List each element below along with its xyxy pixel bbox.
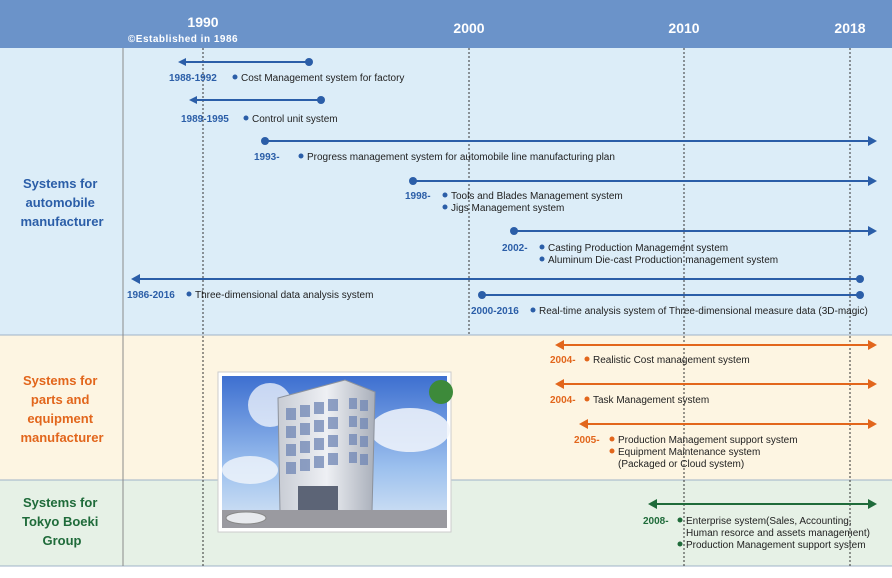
category-line: Tokyo Boeki (22, 514, 99, 529)
period-label: 1989-1995 (181, 114, 229, 125)
item-description: Task Management system (593, 395, 710, 406)
period-label: 2005- (574, 435, 600, 446)
bullet-dot (540, 245, 545, 250)
bullet-dot (610, 437, 615, 442)
item-description: Jigs Management system (451, 203, 565, 214)
category-line: parts and (30, 392, 90, 407)
car (226, 512, 266, 524)
bullet-dot (540, 257, 545, 262)
item-description: Production Management support system (618, 435, 798, 446)
item-description: Cost Management system for factory (241, 73, 405, 84)
end-dot (305, 58, 313, 66)
item-description: Progress management system for automobile line manufacturing plan (307, 152, 615, 163)
period-label: 1986-2016 (127, 290, 175, 301)
category-line: Systems for (22, 373, 98, 388)
item-description: Aluminum Die-cast Production management system (548, 255, 779, 266)
item-description: Real-time analysis system of Three-dimensional measure data (3D-magic) (539, 306, 868, 317)
start-dot (409, 177, 417, 185)
entrance (298, 486, 338, 510)
category-line: manufacturer (20, 430, 104, 445)
item-description: Casting Production Management system (548, 243, 729, 254)
year-2010: 2010 (668, 20, 700, 36)
year-2000: 2000 (453, 20, 485, 36)
bullet-dot (443, 205, 448, 210)
category-line: Systems for (22, 495, 98, 510)
period-label: 1988-1992 (169, 73, 217, 84)
end-dot (317, 96, 325, 104)
bullet-dot (585, 397, 590, 402)
bullet-dot (187, 292, 192, 297)
start-dot (261, 137, 269, 145)
category-line: manufacturer (20, 214, 104, 229)
bullet-dot (299, 154, 304, 159)
item-description: Three-dimensional data analysis system (195, 290, 374, 301)
category-automobile (20, 176, 103, 229)
period-label: 2002- (502, 243, 528, 254)
year-2018: 2018 (834, 20, 866, 36)
company-building-photo (218, 372, 453, 532)
cloud (222, 456, 278, 484)
bullet-dot (678, 518, 683, 523)
item-description: (Packaged or Cloud system) (618, 459, 745, 470)
item-description: Tools and Blades Management system (451, 191, 623, 202)
bullet-dot (531, 308, 536, 313)
bullet-dot (585, 357, 590, 362)
item-description: Equipment Maintenance system (618, 447, 761, 458)
bullet-dot (233, 75, 238, 80)
bullet-dot (244, 116, 249, 121)
bullet-dot (610, 449, 615, 454)
category-line: equipment (27, 411, 94, 426)
item-description: Control unit system (252, 114, 338, 125)
cloud (370, 408, 450, 452)
start-dot (510, 227, 518, 235)
item-description: Human resorce and assets management) (686, 528, 870, 539)
bullet-dot (443, 193, 448, 198)
period-label: 1998- (405, 191, 431, 202)
item-description: Production Management support system (686, 540, 866, 551)
year-1990: 1990 (187, 14, 219, 30)
period-label: 1993- (254, 152, 280, 163)
end-dot (856, 275, 864, 283)
category-line: Group (42, 533, 82, 548)
period-label: 2004- (550, 355, 576, 366)
tree (429, 380, 453, 404)
period-label: 2000-2016 (471, 306, 519, 317)
item-description: Realistic Cost management system (593, 355, 750, 366)
category-line: automobile (25, 195, 95, 210)
category-line: Systems for (22, 176, 98, 191)
bullet-dot (678, 542, 683, 547)
established-note: ©Established in 1986 (127, 34, 239, 45)
item-description: Enterprise system(Sales, Accounting, (686, 516, 852, 527)
period-label: 2004- (550, 395, 576, 406)
period-label: 2008- (643, 516, 669, 527)
end-dot (856, 291, 864, 299)
start-dot (478, 291, 486, 299)
